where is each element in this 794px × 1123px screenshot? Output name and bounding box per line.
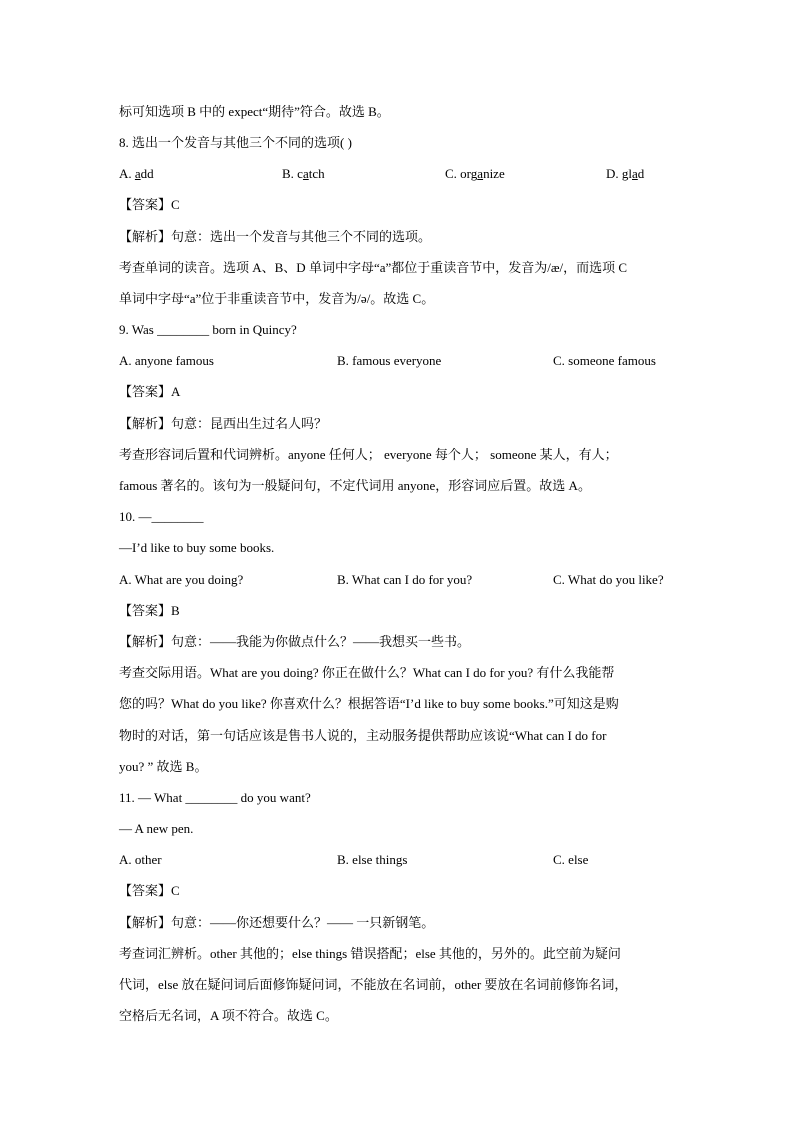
- analysis-8: 【解析】句意：选出一个发音与其他三个不同的选项。: [119, 229, 432, 244]
- analysis-9-text: famous 著名的。该句为一般疑问句，不定代词用 anyone，形容词应后置。故选 A。: [119, 478, 591, 493]
- answer-10: 【答案】B: [119, 603, 180, 618]
- question-11-reply: — A new pen.: [119, 821, 194, 836]
- analysis-11-text: 考查词汇辨析。other 其他的；else things 错误搭配；else 其他的，另外的。此空前为疑问: [119, 946, 621, 961]
- analysis-10-text: 您的吗？What do you like? 你喜欢什么？根据答语“I’d like to buy some books.”可知这是购: [119, 696, 619, 711]
- q10-option-c: C. What do you like?: [553, 572, 664, 587]
- analysis-11: 【解析】句意：——你还想要什么？—— 一只新钢笔。: [119, 915, 435, 930]
- q9-option-c: C. someone famous: [553, 353, 656, 368]
- q8-option-b: B. catch: [282, 166, 325, 181]
- answer-11: 【答案】C: [119, 883, 180, 898]
- q8-option-d: D. glad: [606, 166, 645, 181]
- analysis-9: 【解析】句意：昆西出生过名人吗？: [119, 416, 328, 431]
- q11-option-b: B. else things: [337, 852, 408, 867]
- question-8: 8. 选出一个发音与其他三个不同的选项( ): [119, 135, 352, 150]
- analysis-10-text: 物时的对话，第一句话应该是售书人说的，主动服务提供帮助应该说“What can I do for: [119, 728, 607, 743]
- answer-9: 【答案】A: [119, 384, 181, 399]
- question-10-reply: —I’d like to buy some books.: [119, 540, 275, 555]
- analysis-10: 【解析】句意：——我能为你做点什么？——我想买一些书。: [119, 634, 471, 649]
- q11-option-a: A. other: [119, 852, 162, 867]
- q10-option-b: B. What can I do for you?: [337, 572, 473, 587]
- question-9: 9. Was ________ born in Quincy?: [119, 322, 297, 337]
- answer-8: 【答案】C: [119, 197, 180, 212]
- explanation-line: 标可知选项 B 中的 expect“期待”符合。故选 B。: [119, 104, 390, 119]
- q11-option-c: C. else: [553, 852, 589, 867]
- q8-option-c: C. organize: [445, 166, 505, 181]
- analysis-10-text: 考查交际用语。What are you doing? 你正在做什么？What can I do for you? 有什么我能帮: [119, 665, 615, 680]
- analysis-10-text: you? ” 故选 B。: [119, 759, 208, 774]
- analysis-8-text: 考查单词的读音。选项 A、B、D 单词中字母“a”都位于重读音节中，发音为/æ/，而选项 C: [119, 260, 628, 275]
- q8-option-a: A. add: [119, 166, 154, 181]
- q9-option-b: B. famous everyone: [337, 353, 442, 368]
- analysis-11-text: 空格后无名词，A 项不符合。故选 C。: [119, 1008, 338, 1023]
- analysis-9-text: 考查形容词后置和代词辨析。anyone 任何人； everyone 每个人； someone 某人，有人；: [119, 447, 618, 462]
- question-10: 10. —________: [119, 509, 204, 524]
- analysis-11-text: 代词，else 放在疑问词后面修饰疑问词，不能放在名词前，other 要放在名词前修饰名词，: [119, 977, 628, 992]
- analysis-8-text: 单词中字母“a”位于非重读音节中，发音为/ə/。故选 C。: [119, 291, 435, 306]
- question-11: 11. — What ________ do you want?: [119, 790, 311, 805]
- q9-option-a: A. anyone famous: [119, 353, 214, 368]
- q10-option-a: A. What are you doing?: [119, 572, 244, 587]
